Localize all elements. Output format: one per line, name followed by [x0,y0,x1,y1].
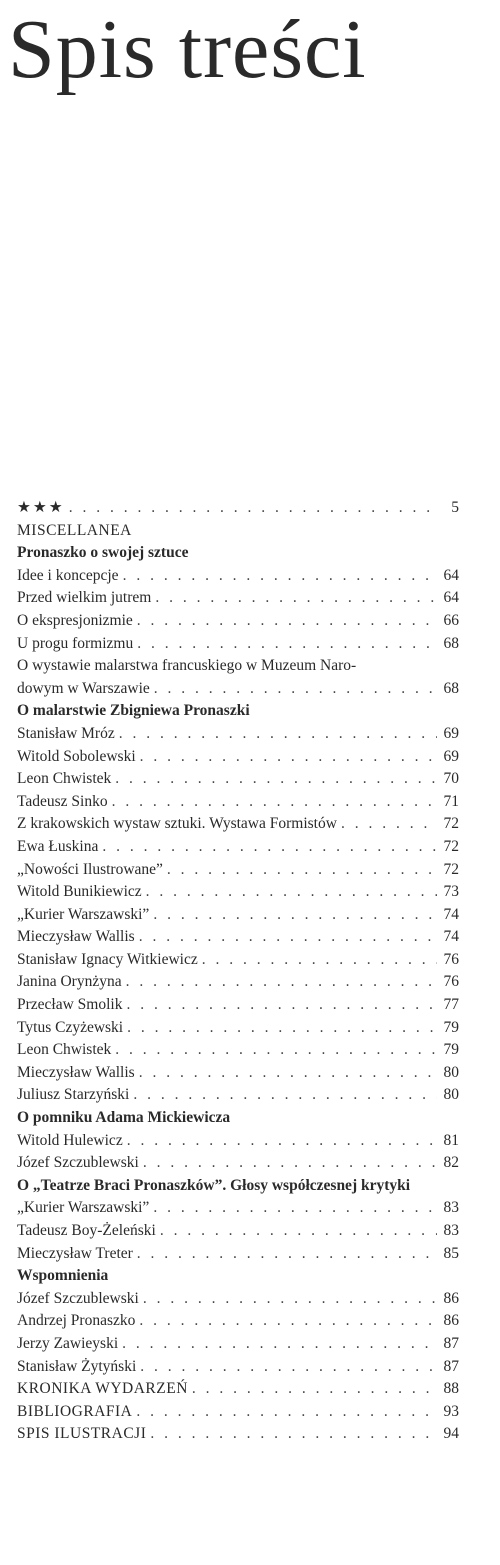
dot-leader [126,994,437,1017]
dot-leader [155,587,437,610]
dot-leader [341,813,437,836]
toc-entry[interactable] [17,1130,459,1153]
entry-title: Idee i koncepcje [17,566,119,584]
entry-title: Juliusz Starzyński [17,1086,130,1104]
dot-leader [127,1017,437,1040]
dot-leader [122,1333,437,1356]
section-heading: O pomniku Adama Mickiewicza [17,1109,231,1127]
toc-entry[interactable] [17,949,459,972]
entry-title: Tadeusz Boy-Żeleński [17,1222,156,1239]
toc-entry-kronika[interactable] [17,1378,459,1401]
page-number: 87 [443,1334,459,1352]
entry-title: Stanisław Żytyński [17,1357,137,1375]
dot-leader [140,746,437,769]
toc-entry[interactable] [17,1084,459,1107]
toc-entry[interactable] [17,633,459,656]
toc-entry-spis-ilustracji[interactable] [17,1423,459,1446]
toc-entry[interactable] [17,1062,459,1085]
entry-title: Przed wielkim jutrem [17,589,152,607]
entry-title: Józef Szczublewski [17,1154,139,1172]
dot-leader [154,678,437,701]
page-number: 70 [443,770,459,788]
page-number: 66 [443,611,459,629]
entry-title: Witold Bunikiewicz [17,883,142,901]
toc-entry[interactable] [17,1017,459,1040]
page-number: 93 [443,1402,459,1420]
page-number: 82 [443,1154,459,1172]
page-number: 80 [443,1086,459,1104]
page-number: 72 [443,860,459,878]
toc-entry[interactable] [17,926,459,949]
toc-entry-multiline[interactable] [17,655,459,700]
toc-entry[interactable] [17,746,459,769]
toc-entry[interactable] [17,971,459,994]
entry-title: Stanisław Mróz [17,724,115,742]
dot-leader [192,1378,437,1401]
dot-leader [160,1220,437,1243]
dot-leader [150,1423,437,1446]
dot-leader [153,904,437,927]
toc-entry[interactable] [17,565,459,588]
dot-leader [140,1356,437,1379]
toc-entry[interactable] [17,904,459,927]
dot-leader [139,1310,437,1333]
toc-entry[interactable] [17,1039,459,1062]
page-number: 68 [443,634,459,652]
dot-leader [119,723,437,746]
page-number: 74 [443,905,459,923]
entry-title: U progu formizmu [17,634,134,652]
page-number: 69 [443,747,459,765]
page-number: 85 [443,1244,459,1262]
entry-title: Leon Chwistek [17,770,112,788]
page-title: Spis treści [8,3,367,96]
toc-entry[interactable] [17,1333,459,1356]
entry-title: „Nowości Ilustrowane” [17,860,163,878]
dot-leader [127,1130,437,1153]
entry-title: Mieczysław Wallis [17,1063,135,1081]
page-number: 86 [443,1312,459,1330]
toc-entry[interactable] [17,791,459,814]
dot-leader [202,949,437,972]
dot-leader [137,1243,437,1266]
toc-entry[interactable] [17,1356,459,1379]
table-of-contents [17,497,459,1446]
page-number: 72 [443,815,459,833]
dot-leader [139,1062,437,1085]
toc-entry[interactable] [17,1152,459,1175]
dot-leader [69,497,437,520]
entry-title: „Kurier Warszawski” [17,905,150,923]
toc-entry[interactable] [17,1310,459,1333]
entry-title: SPIS ILUSTRACJI [17,1425,147,1443]
entry-title-line2: dowym w Warszawie [17,679,150,697]
dot-leader [115,768,437,791]
page-number: 81 [443,1131,459,1149]
toc-entry[interactable] [17,836,459,859]
page-number: 77 [443,996,459,1014]
entry-title: Witold Sobolewski [17,747,136,765]
dot-leader [137,633,437,656]
toc-entry[interactable] [17,1243,459,1266]
toc-entry-bibliografia[interactable] [17,1401,459,1424]
toc-entry[interactable] [17,1288,459,1311]
miscellanea-heading: MISCELLANEA [17,521,132,539]
dot-leader [139,926,437,949]
page-number: 79 [443,1018,459,1036]
page-number: 88 [443,1380,459,1398]
page-number: 73 [443,883,459,901]
dot-leader [133,1084,437,1107]
entry-title: Jerzy Zawieyski [17,1334,119,1352]
section-heading: Pronaszko o swojej sztuce [17,544,189,562]
entry-title: Przecław Smolik [17,996,123,1014]
entry-title: „Kurier Warszawski” [17,1199,150,1217]
entry-title: KRONIKA WYDARZEŃ [17,1380,188,1398]
dot-leader [115,1039,437,1062]
toc-entry[interactable] [17,768,459,791]
entry-title: O ekspresjonizmie [17,611,133,629]
toc-entry[interactable] [17,587,459,610]
section-heading: Wspomnienia [17,1267,109,1285]
page-number: 74 [443,928,459,946]
page-number: 69 [443,724,459,742]
toc-entry[interactable] [17,610,459,633]
dot-leader [136,1401,437,1424]
toc-entry[interactable] [17,1220,459,1243]
toc-entry[interactable] [17,994,459,1017]
page-number: 68 [443,679,459,697]
entry-title: BIBLIOGRAFIA [17,1402,133,1420]
entry-title: Janina Orynżyna [17,973,122,991]
section-heading: O malarstwie Zbigniewa Pronaszki [17,702,250,720]
entry-title: Stanisław Ignacy Witkiewicz [17,950,198,968]
dot-leader [153,1197,437,1220]
entry-title: Mieczysław Wallis [17,928,135,946]
page-number: 79 [443,1041,459,1059]
page-number: 76 [443,950,459,968]
section-heading: O „Teatrze Braci Pronaszków”. Głosy współczesnej krytyki [17,1176,411,1194]
page-number: 87 [443,1357,459,1375]
entry-title: Leon Chwistek [17,1041,112,1059]
entry-title: Tytus Czyżewski [17,1018,124,1036]
page-number: 71 [443,792,459,810]
page-number: 76 [443,973,459,991]
entry-title-line1: O wystawie malarstwa francuskiego w Muzeum Naro- [17,657,357,675]
entry-title: Z krakowskich wystaw sztuki. Wystawa Formistów [17,815,337,833]
entry-title: Witold Hulewicz [17,1131,123,1149]
dot-leader [137,610,437,633]
page-number: 80 [443,1063,459,1081]
entry-title: Tadeusz Sinko [17,792,108,810]
page-number: 72 [443,837,459,855]
stars-ornament: ★★★ [17,499,65,516]
entry-title: Mieczysław Treter [17,1244,133,1262]
toc-entry[interactable] [17,859,459,882]
dot-leader [102,836,437,859]
dot-leader [123,565,437,588]
page-number: 5 [451,499,459,516]
toc-entry[interactable] [17,813,459,836]
toc-entry[interactable] [17,881,459,904]
entry-title: Józef Szczublewski [17,1289,139,1307]
entry-title: Ewa Łuskina [17,837,99,855]
dot-leader [112,791,437,814]
toc-entry[interactable] [17,723,459,746]
page-number: 86 [443,1289,459,1307]
dot-leader [167,859,437,882]
dot-leader [146,881,437,904]
page-number: 83 [443,1199,459,1217]
dot-leader [143,1288,437,1311]
dot-leader [126,971,437,994]
toc-entry-stars[interactable] [17,497,459,520]
dot-leader [143,1152,437,1175]
page-number: 94 [443,1425,459,1443]
page-number: 64 [443,566,459,584]
page-number: 83 [443,1222,459,1239]
page-number: 64 [443,589,459,607]
entry-title: Andrzej Pronaszko [17,1312,136,1330]
toc-entry[interactable] [17,1197,459,1220]
